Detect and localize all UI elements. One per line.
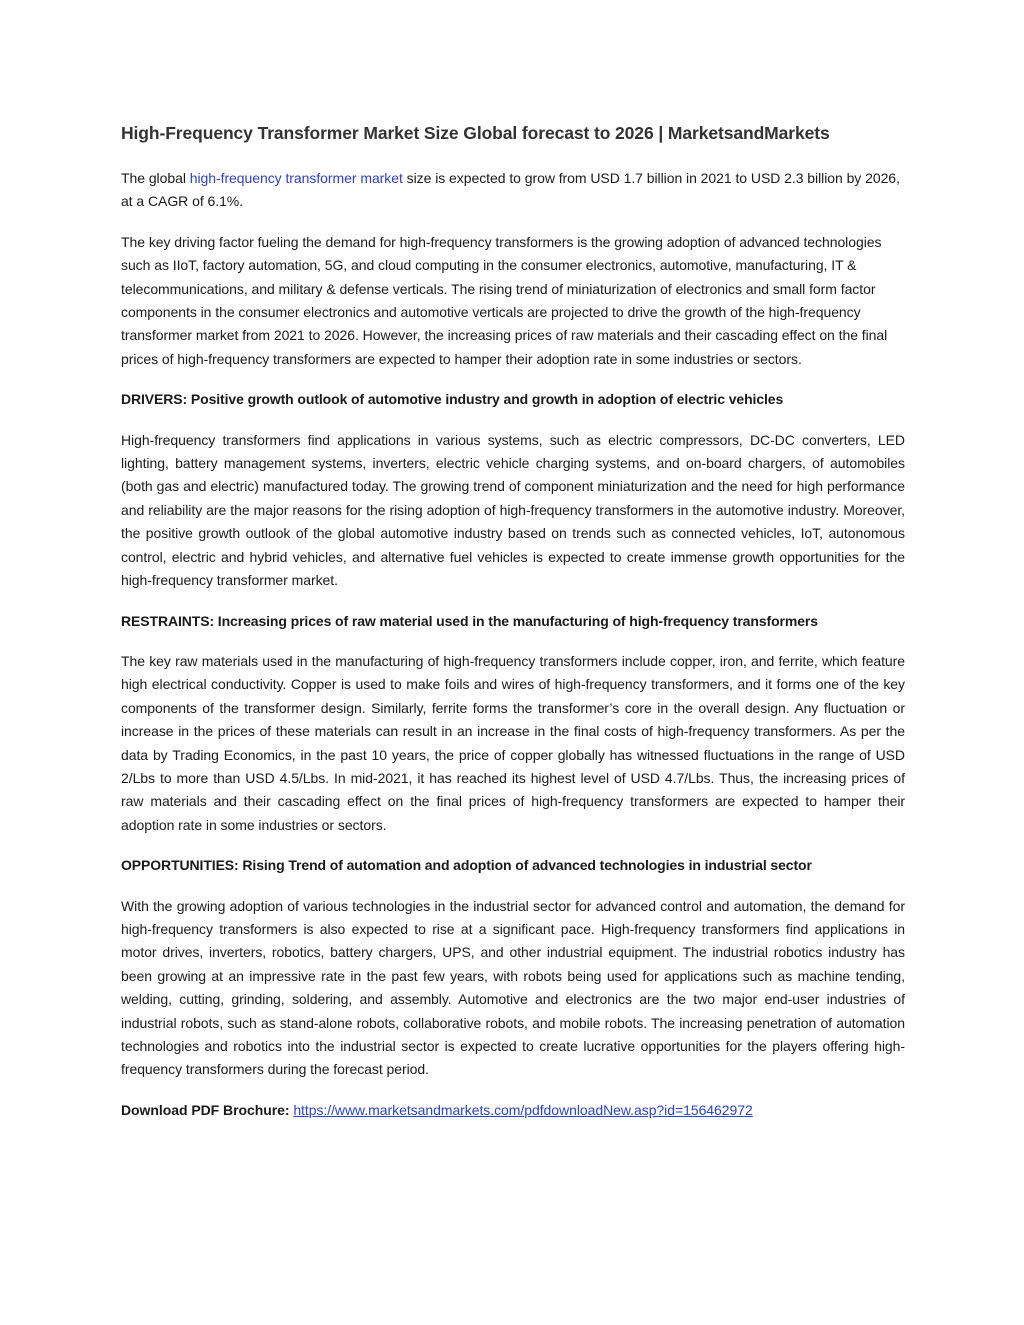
page-title: High-Frequency Transformer Market Size Global forecast to 2026 | MarketsandMarkets <box>121 123 830 143</box>
opportunities-paragraph: With the growing adoption of various technologies in the industrial sector for advanced control and automation, the demand for high-frequency transformers is also expected to rise at a significant pace. High-frequency transformers find applications in motor drives, inverters, robotics, battery chargers, UPS, and other industrial equipment. The industrial robotics industry has been growing at an impressive rate in the past few years, with robots being used for applications such as machine tending, welding, cutting, grinding, soldering, and assembly. Automotive and electronics are the two major end-user industries of industrial robots, such as stand-alone robots, collaborative robots, and mobile robots. The increasing penetration of automation technologies and robotics into the industrial sector is expected to create lucrative opportunities for the players offering high-frequency transformers during the forecast period. <box>121 897 905 1078</box>
opportunities-heading: OPPORTUNITIES: Rising Trend of automation and adoption of advanced technologies in industrial sector <box>121 857 812 874</box>
download-pdf-link[interactable]: https://www.marketsandmarkets.com/pdfdownloadNew.asp?id=156462972 <box>293 1101 753 1118</box>
document-page <box>121 118 905 1139</box>
restraints-heading: RESTRAINTS: Increasing prices of raw material used in the manufacturing of high-frequency transformers <box>121 612 818 629</box>
market-link[interactable]: high-frequency transformer market <box>189 170 403 186</box>
intro-text-after: size is expected to grow from USD 1.7 billion in 2021 to USD 2.3 billion by 2026, at a CAGR of 6.1%. <box>121 170 900 210</box>
intro-text-before: The global <box>121 170 190 186</box>
drivers-heading: DRIVERS: Positive growth outlook of automotive industry and growth in adoption of electric vehicles <box>121 391 784 408</box>
download-line <box>121 1099 905 1122</box>
restraints-paragraph: The key raw materials used in the manufacturing of high-frequency transformers include copper, iron, and ferrite, which feature high electrical conductivity. Copper is used to make foils and wires of high-frequency transformers, and it forms one of the key components of the transformer design. Similarly, ferrite forms the transformer’s core in the overall design. Any fluctuation or increase in the prices of these materials can result in an increase in the final costs of high-frequency transformers. As per the data by Trading Economics, in the past 10 years, the price of copper globally has witnessed fluctuations in the range of USD 2/Lbs to more than USD 4.5/Lbs. In mid-2021, it has reached its highest level of USD 4.7/Lbs. Thus, the increasing prices of raw materials and their cascading effect on the final prices of high-frequency transformers are expected to hamper their adoption rate in some industries or sectors. <box>121 652 905 833</box>
intro-paragraph <box>121 167 905 214</box>
key-driving-paragraph: The key driving factor fueling the demand for high-frequency transformers is the growing adoption of advanced technologies such as IIoT, factory automation, 5G, and cloud computing in the consumer electronics, automotive, manufacturing, IT & telecommunications, and military & defense verticals. The rising trend of miniaturization of electronics and small form factor components in the consumer electronics and automotive verticals are projected to drive the growth of the high-frequency transformer market from 2021 to 2026. However, the increasing prices of raw materials and their cascading effect on the final prices of high-frequency transformers are expected to hamper their adoption rate in some industries or sectors. <box>121 233 888 367</box>
drivers-paragraph: High-frequency transformers find applications in various systems, such as electric compressors, DC-DC converters, LED lighting, battery management systems, inverters, electric vehicle charging systems, and on-board chargers, of automobiles (both gas and electric) manufactured today. The growing trend of component miniaturization and the need for high performance and reliability are the major reasons for the rising adoption of high-frequency transformers in the automotive industry. Moreover, the positive growth outlook of the global automotive industry based on trends such as connected vehicles, IoT, autonomous control, electric and hybrid vehicles, and alternative fuel vehicles is expected to create immense growth opportunities for the high-frequency transformer market. <box>121 431 905 589</box>
download-label: Download PDF Brochure: <box>121 1101 294 1118</box>
